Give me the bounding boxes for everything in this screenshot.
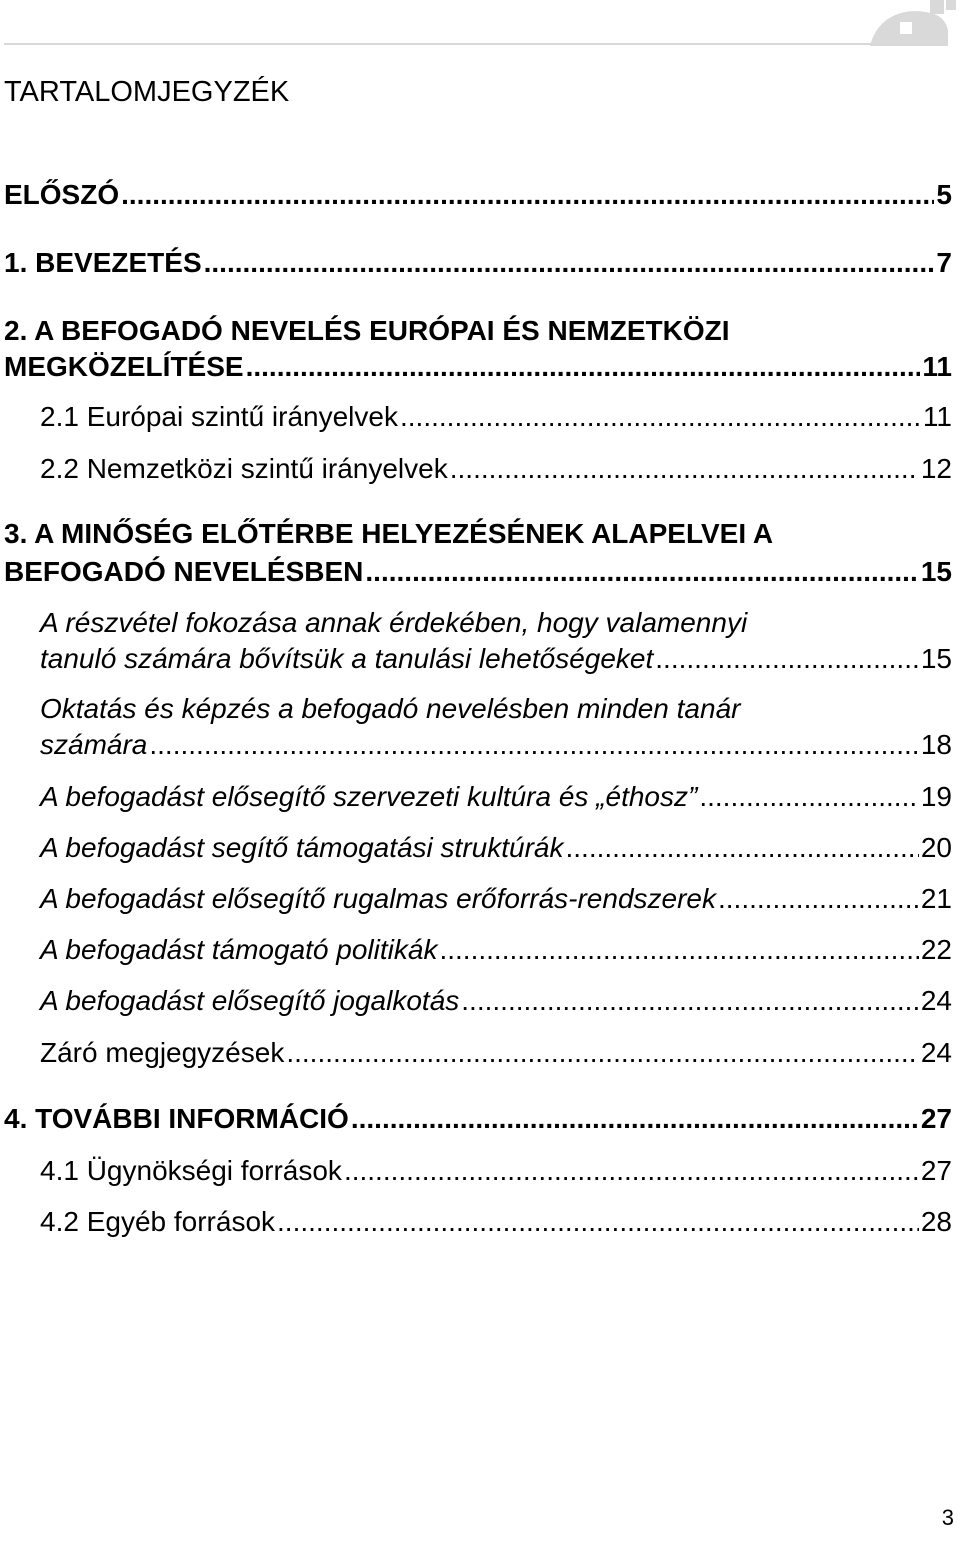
dot-leader — [400, 398, 921, 436]
dot-leader — [439, 931, 918, 969]
dot-leader — [655, 640, 919, 678]
dot-leader — [365, 553, 918, 591]
toc-entry[interactable] — [0, 604, 952, 680]
toc-entry-title: A részvétel fokozása annak érdekében, hogy valamennyi — [40, 607, 748, 638]
toc-entry-title: A befogadást elősegítő szervezeti kultúra és „éthosz” — [40, 781, 698, 812]
toc-heading: TARTALOMJEGYZÉK — [4, 76, 290, 108]
toc-page-number: 15 — [920, 643, 952, 674]
page-number: 3 — [941, 1505, 954, 1530]
toc-page-number: 12 — [920, 453, 952, 484]
toc-entry-title: ELŐSZÓ — [4, 179, 120, 210]
dot-leader — [277, 1203, 919, 1241]
toc-page-number: 27 — [920, 1155, 952, 1186]
toc-entry[interactable] — [0, 931, 952, 969]
toc-entry[interactable] — [0, 829, 952, 867]
toc-entry-title: 3. A MINŐSÉG ELŐTÉRBE HELYEZÉSÉNEK ALAPELVEI A — [4, 518, 774, 549]
toc-entry-title: 2.2 Nemzetközi szintű irányelvek — [40, 453, 448, 484]
toc-entry-title: A befogadást elősegítő rugalmas erőforrás-rendszerek — [40, 883, 716, 914]
toc-entry[interactable] — [0, 244, 952, 282]
toc-entry[interactable] — [0, 1034, 952, 1072]
toc-entry-title-cont: BEFOGADÓ NEVELÉSBEN — [4, 556, 364, 587]
toc-page-number: 11 — [922, 351, 952, 382]
dot-leader — [699, 778, 919, 816]
toc-entry-title: 4.2 Egyéb források — [40, 1206, 276, 1237]
toc-entry-title: 2.1 Európai szintű irányelvek — [40, 401, 398, 432]
toc-entry-title: A befogadást támogató politikák — [40, 934, 438, 965]
toc-page-number: 18 — [920, 729, 952, 760]
toc-page-number: 22 — [920, 934, 952, 965]
toc-entry[interactable] — [0, 1152, 952, 1190]
dot-leader — [718, 880, 919, 918]
toc-entry-title: A befogadást elősegítő jogalkotás — [40, 985, 460, 1016]
toc-entry-title: 1. BEVEZETÉS — [4, 247, 202, 278]
toc-entry[interactable] — [0, 515, 952, 591]
toc-entry-title: Záró megjegyzések — [40, 1037, 285, 1068]
dot-leader — [351, 1100, 919, 1138]
toc-entry-title: 2. A BEFOGADÓ NEVELÉS EURÓPAI ÉS NEMZETKÖZI — [4, 315, 730, 346]
toc-entry[interactable] — [0, 1100, 952, 1138]
toc-entry-title-cont: számára — [40, 729, 148, 760]
dot-leader — [450, 450, 919, 488]
toc-entry[interactable] — [0, 982, 952, 1020]
toc-page-number: 7 — [936, 247, 952, 278]
toc-entry[interactable] — [0, 398, 952, 436]
toc-entry-title-cont: MEGKÖZELÍTÉSE — [4, 351, 244, 382]
toc-page-number: 5 — [936, 179, 952, 210]
dot-leader — [461, 982, 919, 1020]
dot-leader — [565, 829, 918, 867]
toc-page-number: 24 — [920, 1037, 952, 1068]
toc-entry[interactable] — [0, 778, 952, 816]
toc-entry[interactable] — [0, 176, 952, 214]
toc-entry-title: Oktatás és képzés a befogadó nevelésben minden tanár — [40, 693, 741, 724]
dot-leader — [246, 348, 921, 386]
toc-entry-title: 4.1 Ügynökségi források — [40, 1155, 342, 1186]
toc-page-number: 27 — [920, 1103, 952, 1134]
publisher-logo-icon — [868, 0, 960, 48]
toc-entry-title-cont: tanuló számára bővítsük a tanulási lehetőségeket — [40, 643, 654, 674]
toc-page-number: 11 — [922, 401, 952, 432]
toc-page-number: 21 — [920, 883, 952, 914]
toc-entry[interactable] — [0, 450, 952, 488]
header-rule — [4, 43, 872, 45]
dot-leader — [121, 176, 934, 214]
toc-entry[interactable] — [0, 312, 952, 388]
dot-leader — [149, 726, 918, 764]
toc-page-number: 20 — [920, 832, 952, 863]
dot-leader — [286, 1034, 919, 1072]
toc-entry[interactable] — [0, 1203, 952, 1241]
toc-entry[interactable] — [0, 880, 952, 918]
toc-entry[interactable] — [0, 690, 952, 766]
toc-page-number: 15 — [920, 556, 952, 587]
dot-leader — [204, 244, 935, 282]
toc-page-number: 28 — [920, 1206, 952, 1237]
toc-page-number: 19 — [920, 781, 952, 812]
toc-entry-title: 4. TOVÁBBI INFORMÁCIÓ — [4, 1103, 349, 1134]
dot-leader — [344, 1152, 919, 1190]
toc-entry-title: A befogadást segítő támogatási struktúrák — [40, 832, 564, 863]
toc-page-number: 24 — [920, 985, 952, 1016]
